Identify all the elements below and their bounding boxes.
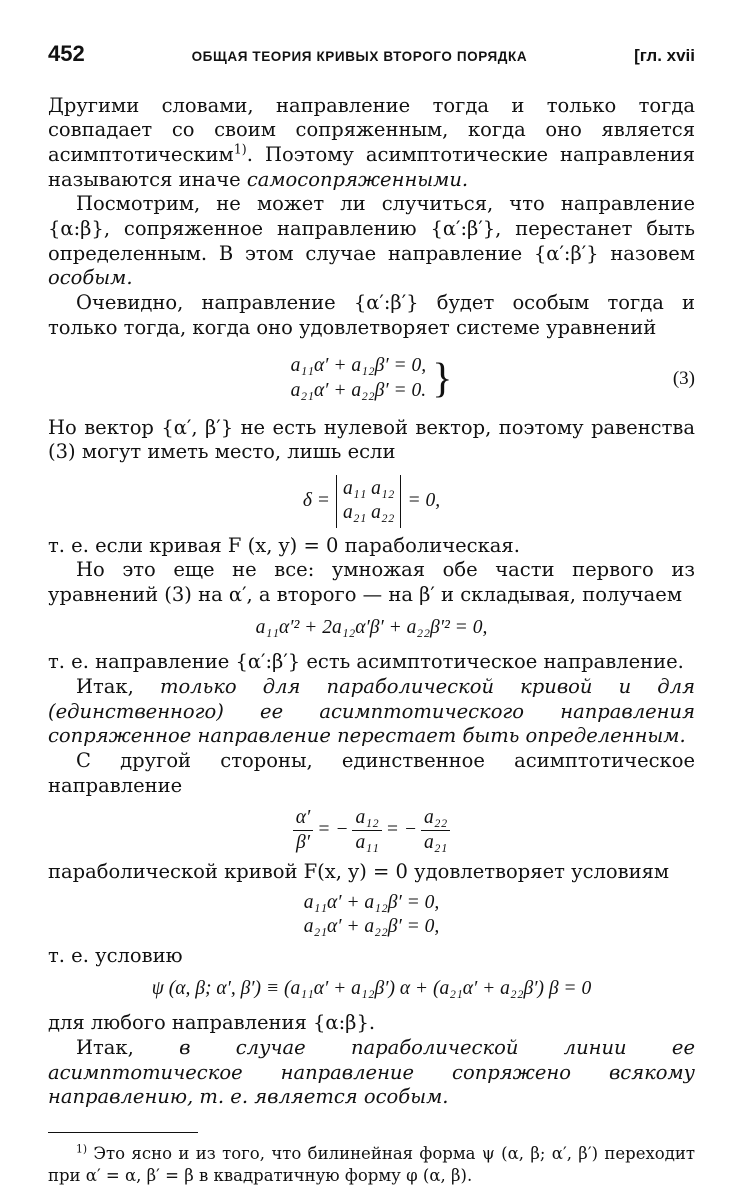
conditions-equations xyxy=(48,891,695,940)
equation-system-3 xyxy=(48,354,695,403)
fraction-1 xyxy=(293,806,314,854)
psi-equation: ψ (α, β; α′, β′) ≡ (a₁₁α′ + a₁₂β′) α + (a₂₁α′ + a₂₂β′) β = 0 xyxy=(151,977,592,999)
footnote-divider xyxy=(48,1132,198,1133)
frac3-num: a₂₂ xyxy=(421,806,450,830)
footnote-mark: 1) xyxy=(76,1142,88,1156)
det-left: δ = xyxy=(302,490,330,512)
paragraph-2 xyxy=(48,192,695,291)
det-row-2: a₂₁ a₂₂ xyxy=(342,502,395,524)
paragraph-1 xyxy=(48,94,695,193)
right-brace: } xyxy=(432,356,453,403)
fraction-2 xyxy=(352,806,381,854)
frac3-den: a₂₁ xyxy=(423,831,448,853)
fraction-equation xyxy=(48,806,695,854)
frac2-num: a₁₂ xyxy=(352,806,381,830)
paragraph-12: для любого направления {α:β}. xyxy=(48,1011,376,1035)
p13-text: Итак, xyxy=(76,1036,180,1060)
p1-text-a: Другими словами, направление тогда и только тогда совпадает со своим сопряженным, когда оно является асимптотическим xyxy=(48,93,695,167)
condition-1: a₁₁α′ + a₁₂β′ = 0, xyxy=(303,891,440,913)
paragraph-13 xyxy=(48,1036,695,1110)
paragraph-5: т. е. если кривая F (x, y) = 0 параболическая. xyxy=(48,533,520,557)
p1-italic: самосопряженными. xyxy=(246,167,469,191)
paragraph-9: С другой стороны, единственное асимптотическое направление xyxy=(48,749,695,797)
p8-italic: только для параболической кривой и для (единственного) ее асимптотического направления сопряженное направление перестает быть определенным. xyxy=(48,675,695,748)
chapter-label: [гл. xvii xyxy=(634,46,695,65)
frac-eq-1: = − xyxy=(317,818,349,840)
determinant-matrix xyxy=(336,475,402,528)
quadratic-equation: a₁₁α′² + 2a₁₂α′β′ + a₂₂β′² = 0, xyxy=(255,616,488,638)
footnote-ref: 1) xyxy=(233,141,247,157)
p1-text-b: . Поэтому асимптотические направления называются иначе xyxy=(48,143,695,191)
eq3-line-1: a₁₁α′ + a₁₂β′ = 0, xyxy=(290,355,427,377)
frac-eq-2: = − xyxy=(385,818,417,840)
eq3-line-2: a₂₁α′ + a₂₂β′ = 0. xyxy=(290,380,427,402)
paragraph-10: параболической кривой F(x, y) = 0 удовлетворяет условиям xyxy=(48,860,670,884)
p2-italic: особым. xyxy=(48,266,133,290)
equation-tag: (3) xyxy=(672,368,695,390)
paragraph-7: т. е. направление {α′:β′} есть асимптотическое направление. xyxy=(48,650,684,674)
paragraph-11: т. е. условию xyxy=(48,944,183,968)
running-title: ОБЩАЯ ТЕОРИЯ КРИВЫХ ВТОРОГО ПОРЯДКА xyxy=(191,49,528,64)
p13-italic: в случае параболической линии ее асимптотическое направление сопряжено всякому направлению, т. е. является особым. xyxy=(48,1036,695,1109)
det-row-1: a₁₁ a₁₂ xyxy=(342,478,395,500)
paragraph-4: Но вектор {α′, β′} не есть нулевой вектор, поэтому равенства (3) могут иметь место, лишь если xyxy=(48,415,695,464)
paragraph-6: Но это еще не все: умножая обе части первого из уравнений (3) на α′, а второго — на β′ и складывая, получаем xyxy=(48,558,695,607)
paragraph-3: Очевидно, направление {α′:β′} будет особым тогда и только тогда, когда оно удовлетворяет системе уравнений xyxy=(48,291,695,339)
frac1-num: α′ xyxy=(293,806,314,830)
p8-text: Итак, xyxy=(76,675,160,699)
footnote xyxy=(48,1143,695,1188)
frac2-den: a₁₁ xyxy=(355,831,379,853)
page-number: 452 xyxy=(48,41,85,66)
fraction-3 xyxy=(421,806,450,854)
footnote-text: Это ясно и из того, что билинейная форма ψ (α, β; α′, β′) переходит при α′ = α, β′ = β в квадратичную форму φ (α, β). xyxy=(48,1144,695,1186)
page-header xyxy=(48,40,695,68)
condition-2: a₂₁α′ + a₂₂β′ = 0, xyxy=(303,916,440,938)
determinant-equation xyxy=(48,475,695,528)
frac1-den: β′ xyxy=(295,831,310,853)
paragraph-8 xyxy=(48,675,695,749)
det-right: = 0, xyxy=(407,490,441,512)
p2-text: Посмотрим, не может ли случиться, что направление {α:β}, сопряженное направлению {α′:β′}, перестанет быть определенным. В этом случае направление {α′:β′} назовем xyxy=(48,192,695,265)
